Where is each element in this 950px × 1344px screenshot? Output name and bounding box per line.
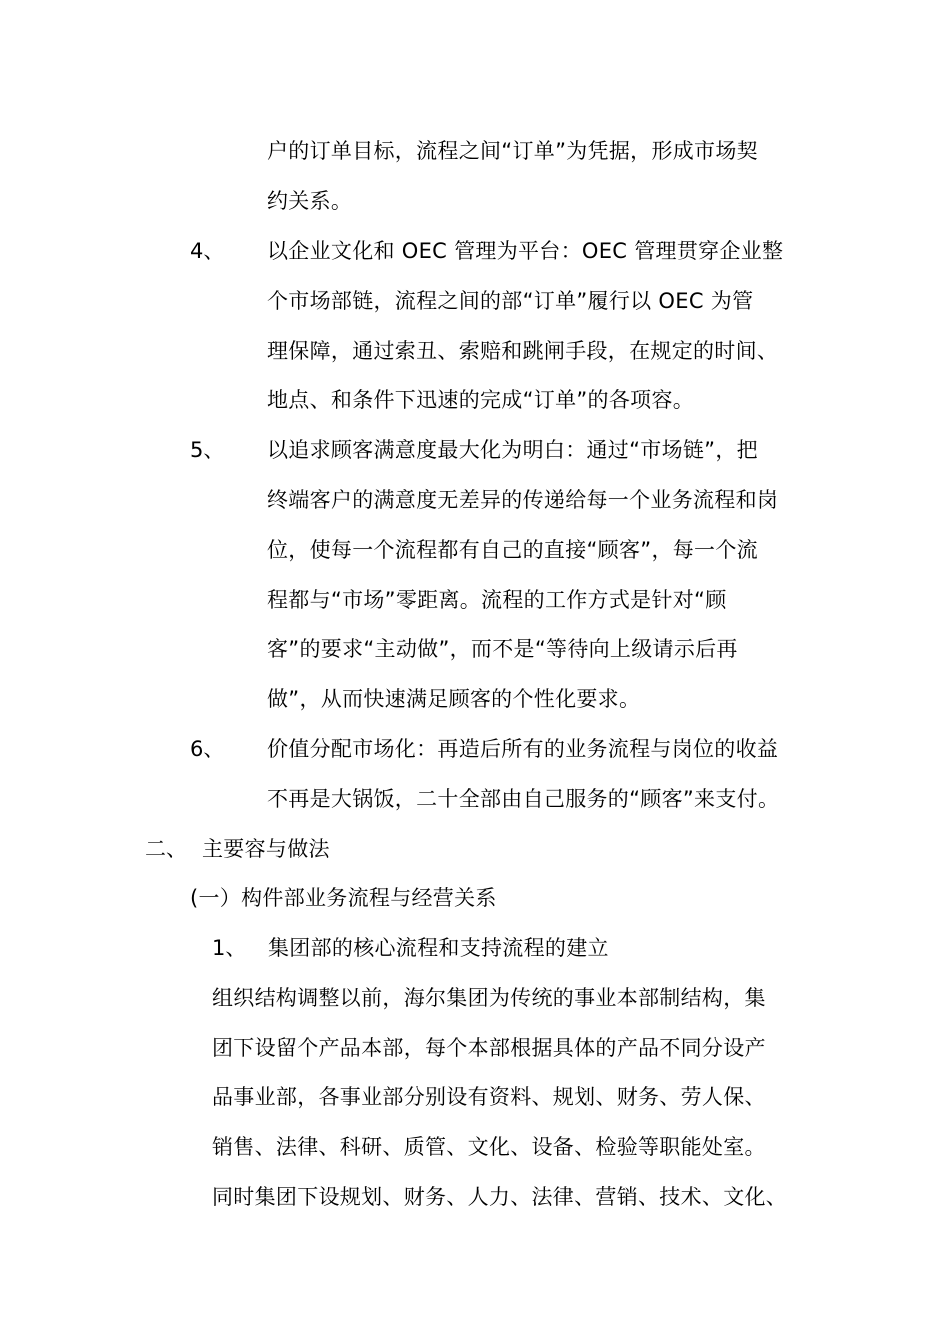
list-number: 6、 <box>190 737 225 761</box>
text-line: 以企业文化和 OEC 管理为平台：OEC 管理贯穿企业整 <box>267 239 784 263</box>
text-line: 理保障，通过索丑、索赔和跳闸手段，在规定的时间、 <box>267 339 779 363</box>
item-heading: 集团部的核心流程和支持流程的建立 <box>268 936 609 960</box>
text-line: 同时集团下设规划、财务、人力、法律、营销、技术、文化、 <box>212 1185 788 1209</box>
subsection-heading: (一）构件部业务流程与经营关系 <box>190 886 497 910</box>
text-line: 组织结构调整以前，海尔集团为传统的事业本部制结构，集 <box>212 986 766 1010</box>
text-line: 程都与“市场”零距离。流程的工作方式是针对“顾 <box>267 588 727 612</box>
section-number: 二、 <box>145 837 187 861</box>
text-line: 以追求顾客满意度最大化为明白：通过“市场链”，把 <box>267 438 758 462</box>
text-line: 品事业部，各事业部分别设有资料、规划、财务、劳人保、 <box>212 1085 766 1109</box>
list-number: 5、 <box>190 438 225 462</box>
text-line: 不再是大锅饭，二十全部由自己服务的“顾客”来支付。 <box>267 787 780 811</box>
text-line: 团下设留个产品本部，每个本部根据具体的产品不同分设产 <box>212 1036 766 1060</box>
text-line: 客”的要求“主动做”，而不是“等待向上级请示后再 <box>267 637 738 661</box>
text-line: 做”，从而快速满足顾客的个性化要求。 <box>267 687 641 711</box>
text-line: 个市场部链，流程之间的部“订单”履行以 OEC 为管 <box>267 289 754 313</box>
text-line: 价值分配市场化：再造后所有的业务流程与岗位的收益 <box>267 737 779 761</box>
text-line: 终端客户的满意度无差异的传递给每一个业务流程和岗 <box>267 488 779 512</box>
text-line: 地点、和条件下迅速的完成“订单”的各项容。 <box>267 388 695 412</box>
text-line: 位，使每一个流程都有自己的直接“顾客”，每一个流 <box>267 538 758 562</box>
list-number: 1、 <box>212 936 247 960</box>
text-line: 销售、法律、科研、质管、文化、设备、检验等职能处室。 <box>212 1135 766 1159</box>
text-line: 户的订单目标，流程之间“订单”为凭据，形成市场契 <box>267 139 758 163</box>
section-heading: 主要容与做法 <box>202 837 330 861</box>
list-number: 4、 <box>190 239 225 263</box>
text-line: 约关系。 <box>267 189 353 213</box>
